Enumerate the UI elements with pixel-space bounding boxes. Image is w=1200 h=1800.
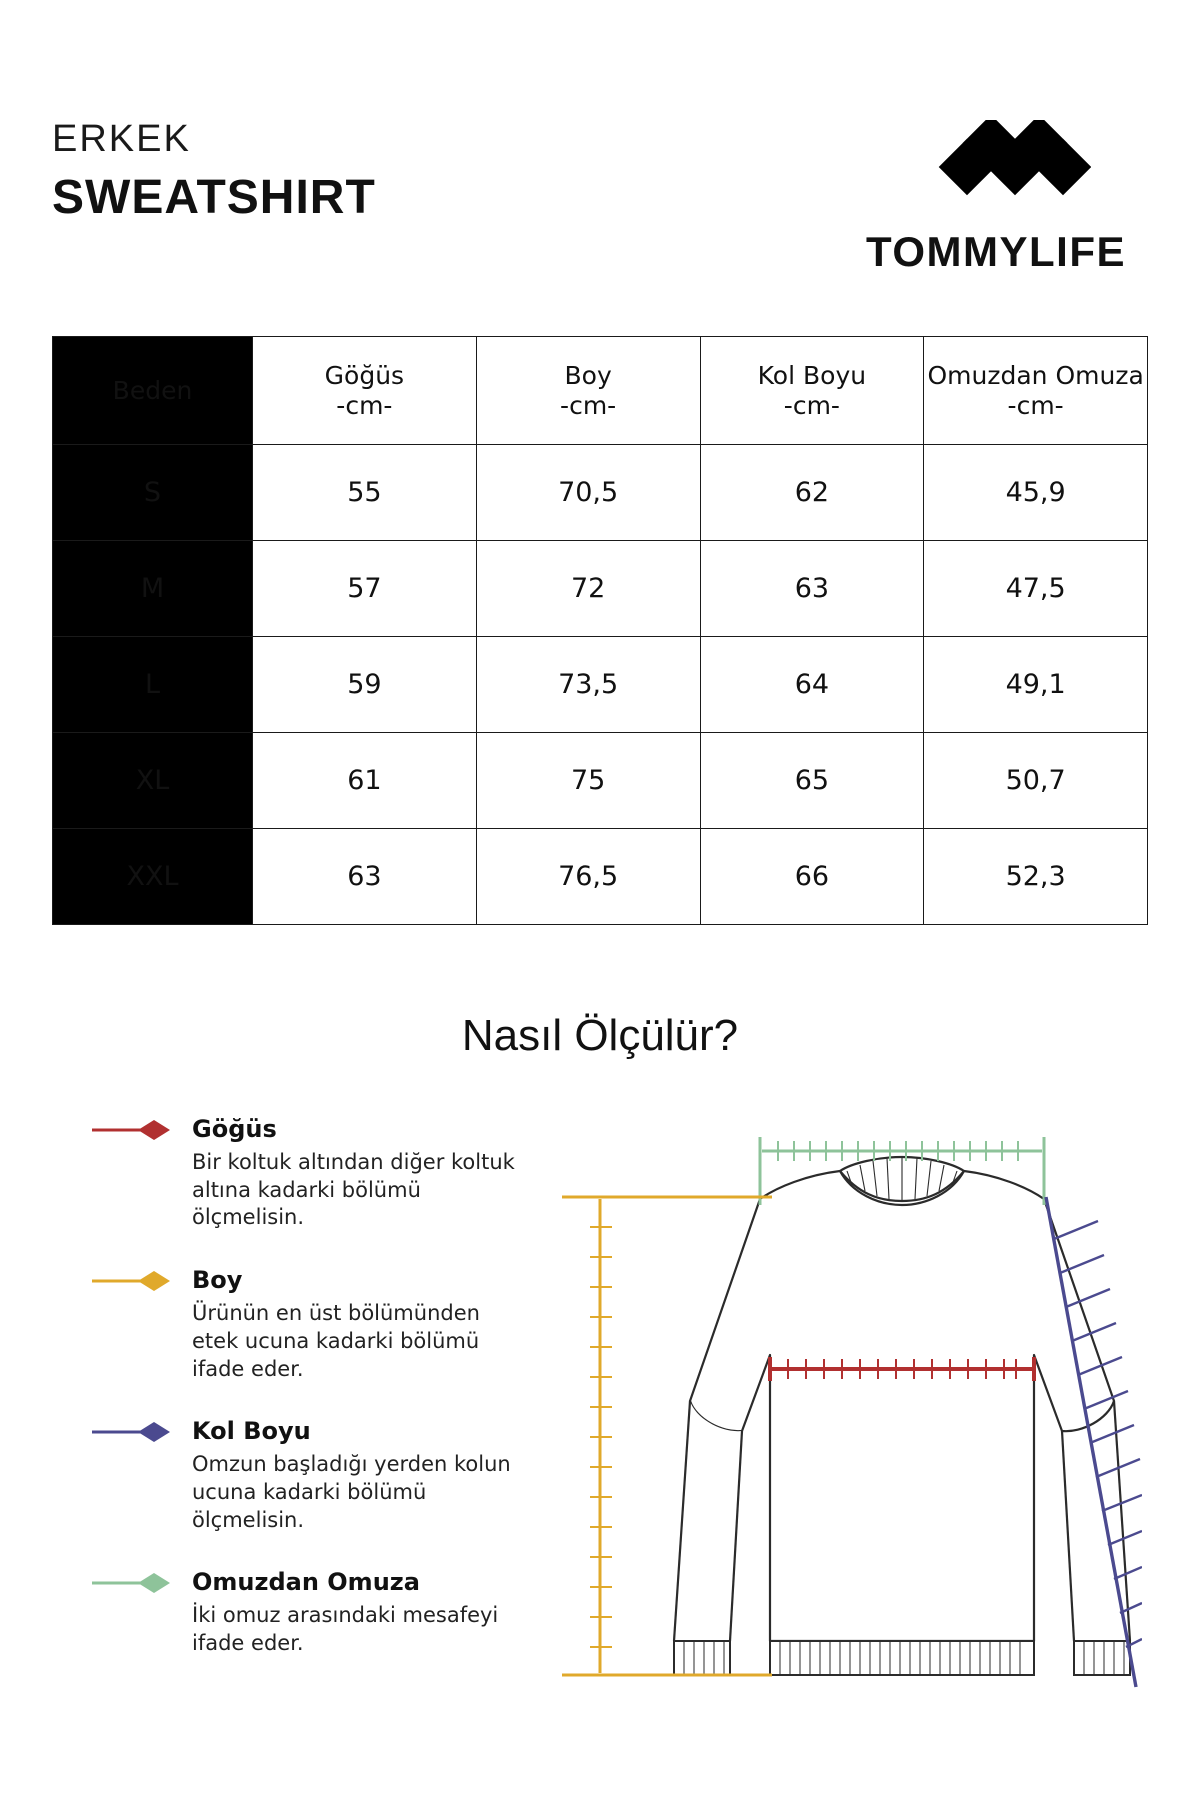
gogus-marker-icon (92, 1119, 184, 1141)
legend-label: Göğüs (192, 1115, 277, 1143)
column-header-beden (53, 337, 253, 445)
size-table-wrapper (52, 336, 1148, 925)
table-row (53, 733, 1148, 829)
column-header-unit: -cm- (783, 390, 840, 420)
column-header-label: Boy (564, 361, 612, 390)
legend-label: Kol Boyu (192, 1417, 311, 1446)
garment-figure (522, 1101, 1160, 1705)
how-to-measure-section (0, 1101, 1200, 1705)
omuzdan-omuza-marker-icon (92, 1572, 184, 1594)
cell-kol-boyu: 65 (700, 733, 924, 829)
page-header (0, 0, 1200, 276)
column-header-boy (476, 337, 700, 445)
cell-size: M (53, 541, 253, 637)
cell-boy: 76,5 (476, 829, 700, 925)
how-to-measure-title: Nasıl Ölçülür? (461, 1011, 739, 1060)
size-table (52, 336, 1148, 925)
legend-item-boy (92, 1266, 522, 1383)
table-header-row (53, 337, 1148, 445)
table-row (53, 541, 1148, 637)
cell-boy: 75 (476, 733, 700, 829)
legend-label: Omuzdan Omuza (192, 1568, 420, 1597)
cell-boy: 72 (476, 541, 700, 637)
cell-omuzdan-omuza: 52,3 (924, 829, 1148, 925)
column-header-label: Göğüs (324, 361, 405, 390)
boy-marker-icon (92, 1270, 184, 1292)
column-header-gogus (253, 337, 477, 445)
table-row (53, 637, 1148, 733)
cell-gogus: 55 (253, 445, 477, 541)
legend-label: Boy (192, 1266, 243, 1295)
column-header-label: Beden (112, 375, 193, 405)
cell-kol-boyu: 63 (700, 541, 924, 637)
legend-item-gogus (92, 1115, 522, 1232)
cell-size: S (53, 445, 253, 541)
table-row (53, 445, 1148, 541)
legend-description: Omzun başladığı yerden kolun ucuna kadarki bölümü ölçmelisin. (192, 1452, 511, 1532)
legend-item-kol-boyu (92, 1417, 522, 1534)
cell-size: XXL (53, 829, 253, 925)
cell-omuzdan-omuza: 50,7 (924, 733, 1148, 829)
cell-gogus: 61 (253, 733, 477, 829)
table-row (53, 829, 1148, 925)
legend-description: Ürünün en üst bölümünden etek ucuna kadarki bölümü ifade eder. (192, 1301, 480, 1381)
column-header-unit: -cm- (1007, 390, 1064, 420)
cell-omuzdan-omuza: 47,5 (924, 541, 1148, 637)
legend-item-omuzdan-omuza (92, 1568, 522, 1657)
cell-kol-boyu: 64 (700, 637, 924, 733)
cell-kol-boyu: 62 (700, 445, 924, 541)
measure-legend (52, 1101, 522, 1705)
cell-boy: 73,5 (476, 637, 700, 733)
cell-size: L (53, 637, 253, 733)
cell-kol-boyu: 66 (700, 829, 924, 925)
kol-boyu-marker-icon (92, 1421, 184, 1443)
cell-gogus: 59 (253, 637, 477, 733)
brand-name: TOMMYLIFE (865, 228, 1126, 275)
column-header-label: Omuzdan Omuza (927, 361, 1144, 390)
column-header-omuzdan-omuza (924, 337, 1148, 445)
page-category: ERKEK (52, 118, 191, 160)
cell-gogus: 57 (253, 541, 477, 637)
cell-omuzdan-omuza: 49,1 (924, 637, 1148, 733)
column-header-label: Kol Boyu (757, 361, 867, 390)
cell-gogus: 63 (253, 829, 477, 925)
page-title: SWEATSHIRT (52, 171, 376, 224)
column-header-unit: -cm- (560, 390, 617, 420)
legend-description: Bir koltuk altından diğer koltuk altına kadarki bölümü ölçmelisin. (192, 1150, 515, 1230)
legend-description: İki omuz arasındaki mesafeyi ifade eder. (192, 1603, 499, 1656)
brand-block (866, 120, 1140, 276)
cell-omuzdan-omuza: 45,9 (924, 445, 1148, 541)
title-block (52, 120, 376, 222)
column-header-kol-boyu (700, 337, 924, 445)
cell-size: XL (53, 733, 253, 829)
diamond-cluster-logo-icon (901, 120, 1091, 210)
column-header-unit: -cm- (336, 390, 393, 420)
cell-boy: 70,5 (476, 445, 700, 541)
sweatshirt-technical-drawing (522, 1101, 1142, 1701)
